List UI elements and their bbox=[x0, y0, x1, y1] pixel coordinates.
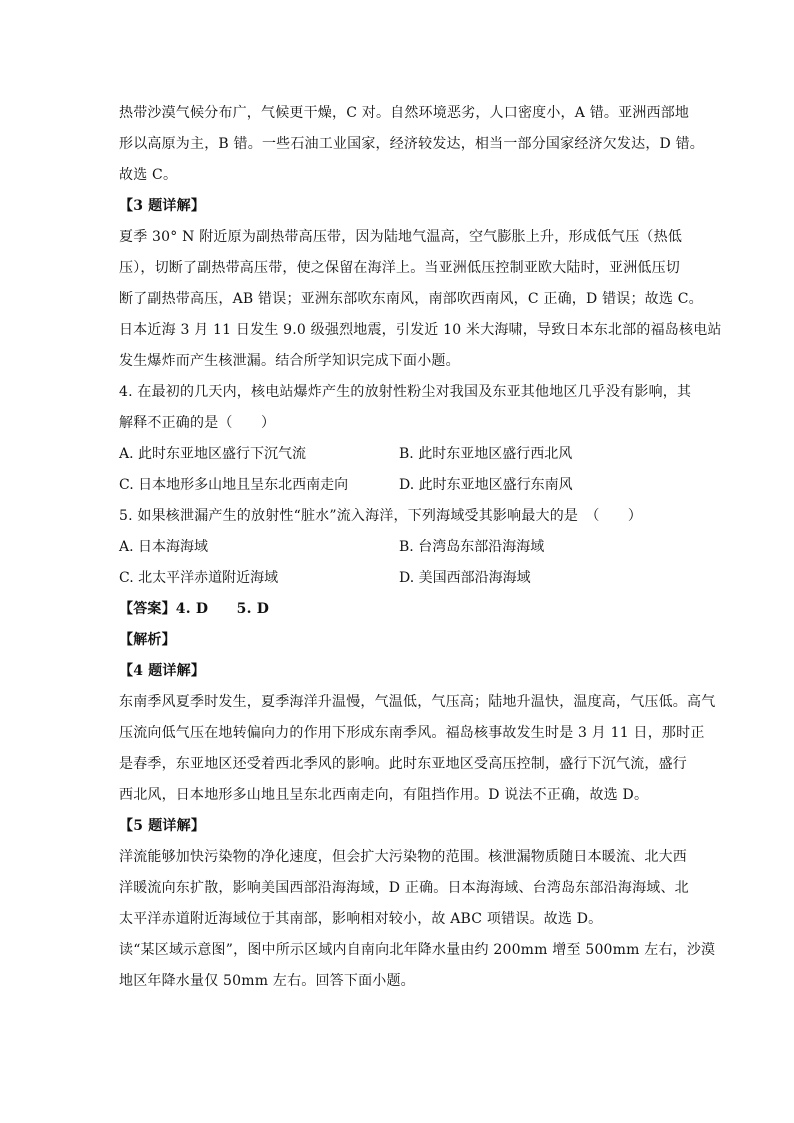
q4-option-a: A. 此时东亚地区盛行下沉气流 bbox=[119, 446, 307, 462]
section-heading: 【解析】 bbox=[119, 632, 176, 648]
paragraph-line: 压），切断了副热带高压带，使之保留在海洋上。当亚洲低压控制亚欧大陆时，亚洲低压切 bbox=[119, 260, 680, 276]
q5-options bbox=[119, 532, 679, 594]
paragraph-line: 是春季，东亚地区还受着西北季风的影响。此时东亚地区受高压控制，盛行下沉气流，盛行 bbox=[119, 756, 687, 772]
section-heading: 【4 题详解】 bbox=[119, 663, 206, 679]
q5-option-row bbox=[119, 563, 679, 594]
q4-option-d: D. 此时东亚地区盛行东南风 bbox=[399, 477, 573, 493]
q5-option-row bbox=[119, 532, 679, 563]
q4-option-c: C. 日本地形多山地且呈东北西南走向 bbox=[119, 477, 349, 493]
q4-option-b: B. 此时东亚地区盛行西北风 bbox=[399, 446, 573, 462]
paragraph-line: 形以高原为主，B 错。一些石油工业国家，经济较发达，相当一部分国家经济欠发达，D 错。 bbox=[119, 136, 705, 152]
paragraph-line: 洋暖流向东扩散，影响美国西部沿海海域，D 正确。日本海海域、台湾岛东部沿海海域、北 bbox=[119, 880, 689, 896]
document-body bbox=[119, 98, 722, 997]
paragraph-line: 太平洋赤道附近海域位于其南部，影响相对较小，故 ABC 项错误。故选 D。 bbox=[119, 911, 603, 927]
paragraph-line: 读“某区域示意图”，图中所示区域内自南向北年降水量由约 200mm 增至 500mm 左右，沙漠 bbox=[119, 942, 716, 958]
q5-option-c: C. 北太平洋赤道附近海域 bbox=[119, 570, 279, 586]
q5-option-a: A. 日本海海域 bbox=[119, 539, 209, 555]
paragraph-line: 压流向低气压在地转偏向力的作用下形成东南季风。福岛核事故发生时是 3 月 11 日，那时正 bbox=[119, 725, 705, 741]
text-block-upper bbox=[119, 98, 722, 439]
q4-option-row bbox=[119, 470, 679, 501]
text-block-lower bbox=[119, 594, 716, 997]
q4-options bbox=[119, 439, 679, 501]
section-heading: 【答案】4. D 5. D bbox=[119, 601, 270, 617]
q5-stem: 5. 如果核泄漏产生的放射性“脏水”流入海洋，下列海域受其影响最大的是 （ ） bbox=[119, 508, 643, 524]
paragraph-line: 发生爆炸而产生核泄漏。结合所学知识完成下面小题。 bbox=[119, 353, 460, 369]
paragraph-line: 4. 在最初的几天内，核电站爆炸产生的放射性粉尘对我国及东亚其他地区几乎没有影响，其 bbox=[119, 384, 692, 400]
paragraph-line: 西北风，日本地形多山地且呈东北西南走向，有阻挡作用。D 说法不正确，故选 D。 bbox=[119, 787, 649, 803]
paragraph-line: 解释不正确的是（ ） bbox=[119, 415, 276, 431]
paragraph-line: 东南季风夏季时发生，夏季海洋升温慢，气温低，气压高；陆地升温快，温度高，气压低。高气 bbox=[119, 694, 716, 710]
paragraph-line: 地区年降水量仅 50mm 左右。回答下面小题。 bbox=[119, 973, 415, 989]
paragraph-line: 断了副热带高压，AB 错误；亚洲东部吹东南风，南部吹西南风，C 正确，D 错误；故选 C。 bbox=[119, 291, 703, 307]
paragraph-line: 日本近海 3 月 11 日发生 9.0 级强烈地震，引发近 10 米大海啸，导致日本东北部的福岛核电站 bbox=[119, 322, 722, 338]
paragraph-line: 洋流能够加快污染物的净化速度，但会扩大污染物的范围。核泄漏物质随日本暖流、北大西 bbox=[119, 849, 687, 865]
paragraph-line: 故选 C。 bbox=[119, 167, 178, 183]
paragraph-line: 热带沙漠气候分布广，气候更干燥，C 对。自然环境恶劣，人口密度小，A 错。亚洲西部地 bbox=[119, 105, 690, 121]
section-heading: 【5 题详解】 bbox=[119, 818, 206, 834]
q5-option-d: D. 美国西部沿海海域 bbox=[399, 570, 531, 586]
paragraph-line: 夏季 30° N 附近原为副热带高压带，因为陆地气温高，空气膨胀上升，形成低气压（热低 bbox=[119, 229, 683, 245]
q4-option-row bbox=[119, 439, 679, 470]
q5-option-b: B. 台湾岛东部沿海海域 bbox=[399, 539, 545, 555]
section-heading: 【3 题详解】 bbox=[119, 198, 206, 214]
